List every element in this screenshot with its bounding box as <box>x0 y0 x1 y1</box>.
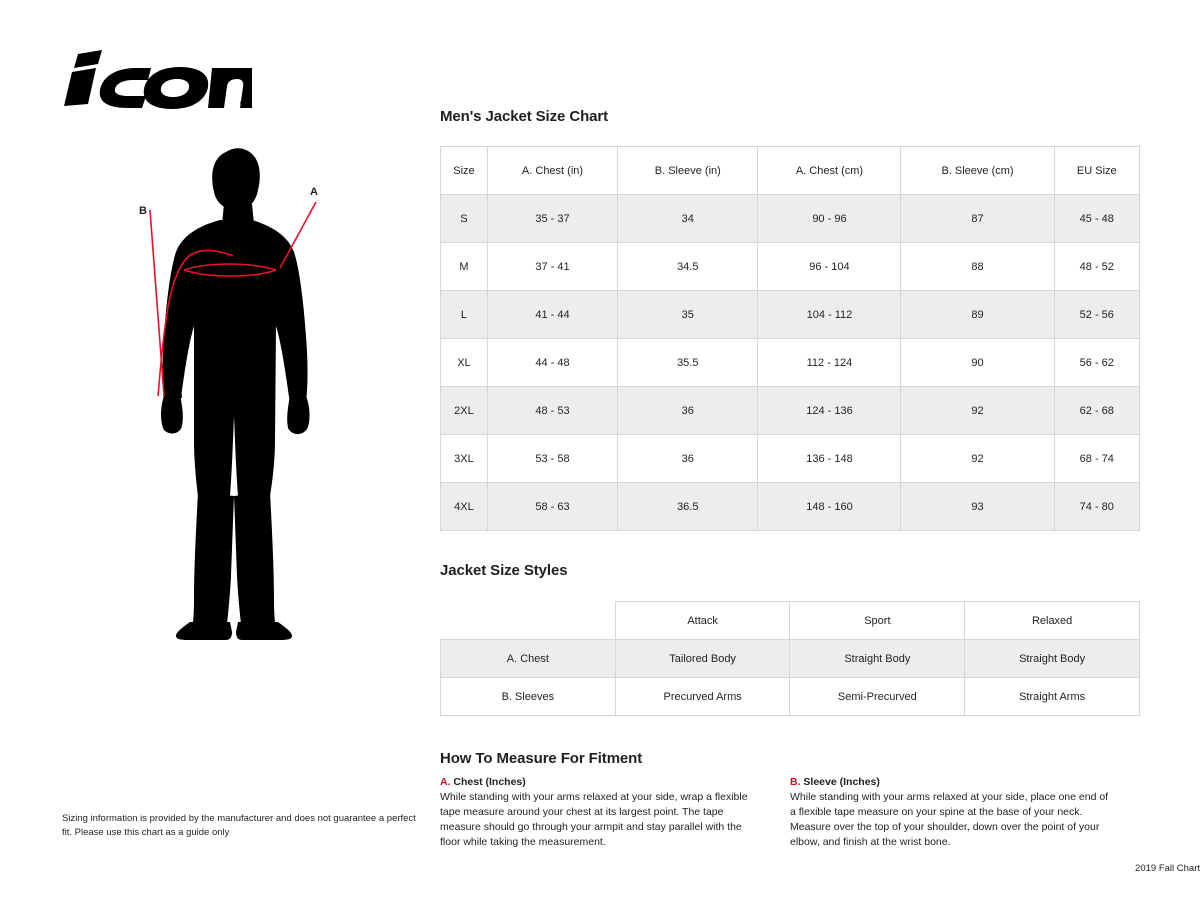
measure-item-sleeve <box>790 776 1110 850</box>
disclaimer-text: Sizing information is provided by the manufacturer and does not guarantee a perfect fit. Please use this chart as a guide only <box>62 813 416 838</box>
cell-eu-size: 74 - 80 <box>1054 483 1139 531</box>
cell-size: 3XL <box>441 435 488 483</box>
table-row <box>441 339 1140 387</box>
styles-row <box>441 640 1140 678</box>
cell-eu-size: 68 - 74 <box>1054 435 1139 483</box>
styles-col-sport: Sport <box>790 602 965 640</box>
col-header-size: Size <box>441 147 488 195</box>
styles-cell-attack: Tailored Body <box>615 640 790 678</box>
cell-chest-cm: 136 - 148 <box>758 435 901 483</box>
cell-size: L <box>441 291 488 339</box>
cell-sleeve-cm: 89 <box>901 291 1054 339</box>
col-header-sleeve-cm: B. Sleeve (cm) <box>901 147 1054 195</box>
styles-col-attack: Attack <box>615 602 790 640</box>
cell-chest-cm: 96 - 104 <box>758 243 901 291</box>
col-header-chest-in: A. Chest (in) <box>487 147 617 195</box>
cell-sleeve-cm: 90 <box>901 339 1054 387</box>
jacket-size-styles-table <box>440 601 1140 716</box>
cell-chest-cm: 112 - 124 <box>758 339 901 387</box>
table-row <box>441 195 1140 243</box>
cell-sleeve-in: 34 <box>618 195 758 243</box>
cell-chest-cm: 104 - 112 <box>758 291 901 339</box>
left-panel <box>0 0 440 900</box>
cell-chest-cm: 124 - 136 <box>758 387 901 435</box>
cell-eu-size: 56 - 62 <box>1054 339 1139 387</box>
measure-letter-b: B. <box>790 776 801 788</box>
cell-chest-in: 41 - 44 <box>487 291 617 339</box>
cell-size: S <box>441 195 488 243</box>
cell-sleeve-in: 36.5 <box>618 483 758 531</box>
cell-sleeve-cm: 87 <box>901 195 1054 243</box>
svg-text:®: ® <box>240 99 246 108</box>
cell-chest-in: 48 - 53 <box>487 387 617 435</box>
styles-header-row <box>441 602 1140 640</box>
cell-sleeve-in: 35 <box>618 291 758 339</box>
table-row <box>441 483 1140 531</box>
mens-jacket-size-table <box>440 146 1140 531</box>
callout-label-b: B <box>139 205 147 217</box>
cell-chest-in: 53 - 58 <box>487 435 617 483</box>
cell-chest-in: 44 - 48 <box>487 339 617 387</box>
cell-size: 2XL <box>441 387 488 435</box>
chart-footer-note: 2019 Fall Chart <box>1135 863 1200 874</box>
styles-cell-attack: Precurved Arms <box>615 678 790 716</box>
measure-label-chest: Chest (Inches) <box>453 776 526 788</box>
cell-chest-cm: 90 - 96 <box>758 195 901 243</box>
right-panel <box>440 0 1200 900</box>
table-header-row <box>441 147 1140 195</box>
cell-size: 4XL <box>441 483 488 531</box>
styles-row <box>441 678 1140 716</box>
measure-instructions <box>440 776 1140 850</box>
col-header-eu-size: EU Size <box>1054 147 1139 195</box>
measure-heading-sleeve <box>790 776 1110 788</box>
cell-sleeve-in: 36 <box>618 387 758 435</box>
cell-sleeve-cm: 93 <box>901 483 1054 531</box>
table-row <box>441 291 1140 339</box>
styles-cell-sport: Straight Body <box>790 640 965 678</box>
table-row <box>441 243 1140 291</box>
callout-label-a: A <box>310 186 318 198</box>
cell-sleeve-in: 36 <box>618 435 758 483</box>
cell-size: XL <box>441 339 488 387</box>
body-silhouette-figure <box>120 140 380 640</box>
cell-eu-size: 62 - 68 <box>1054 387 1139 435</box>
cell-chest-cm: 148 - 160 <box>758 483 901 531</box>
measure-label-sleeve: Sleeve (Inches) <box>803 776 880 788</box>
col-header-sleeve-in: B. Sleeve (in) <box>618 147 758 195</box>
cell-eu-size: 48 - 52 <box>1054 243 1139 291</box>
cell-eu-size: 52 - 56 <box>1054 291 1139 339</box>
cell-sleeve-cm: 92 <box>901 435 1054 483</box>
styles-row-label: B. Sleeves <box>441 678 616 716</box>
measure-text-chest: While standing with your arms relaxed at your side, wrap a flexible tape measure around your chest at its largest point. The tape measure should go through your armpit and stay parallel with the floor while taking the measurement. <box>440 791 748 848</box>
cell-chest-in: 58 - 63 <box>487 483 617 531</box>
how-to-measure-title: How To Measure For Fitment <box>440 750 643 767</box>
cell-sleeve-in: 34.5 <box>618 243 758 291</box>
styles-cell-relaxed: Straight Body <box>965 640 1140 678</box>
cell-chest-in: 37 - 41 <box>487 243 617 291</box>
styles-cell-relaxed: Straight Arms <box>965 678 1140 716</box>
styles-row-label: A. Chest <box>441 640 616 678</box>
styles-corner-cell <box>441 602 616 640</box>
styles-chart-title: Jacket Size Styles <box>440 562 568 579</box>
cell-sleeve-cm: 88 <box>901 243 1054 291</box>
measure-heading-chest <box>440 776 760 788</box>
styles-cell-sport: Semi-Precurved <box>790 678 965 716</box>
cell-chest-in: 35 - 37 <box>487 195 617 243</box>
table-row <box>441 387 1140 435</box>
cell-sleeve-cm: 92 <box>901 387 1054 435</box>
cell-eu-size: 45 - 48 <box>1054 195 1139 243</box>
cell-size: M <box>441 243 488 291</box>
table-row <box>441 435 1140 483</box>
measure-text-sleeve: While standing with your arms relaxed at your side, place one end of a flexible tape measure on your spine at the base of your neck. Measure over the top of your shoulder, down over the point of your elbow, and finish at the wrist bone. <box>790 791 1109 848</box>
cell-sleeve-in: 35.5 <box>618 339 758 387</box>
col-header-chest-cm: A. Chest (cm) <box>758 147 901 195</box>
icon-logo <box>62 48 246 108</box>
styles-col-relaxed: Relaxed <box>965 602 1140 640</box>
measure-item-chest <box>440 776 760 850</box>
measure-letter-a: A. <box>440 776 451 788</box>
size-chart-title: Men's Jacket Size Chart <box>440 108 609 125</box>
